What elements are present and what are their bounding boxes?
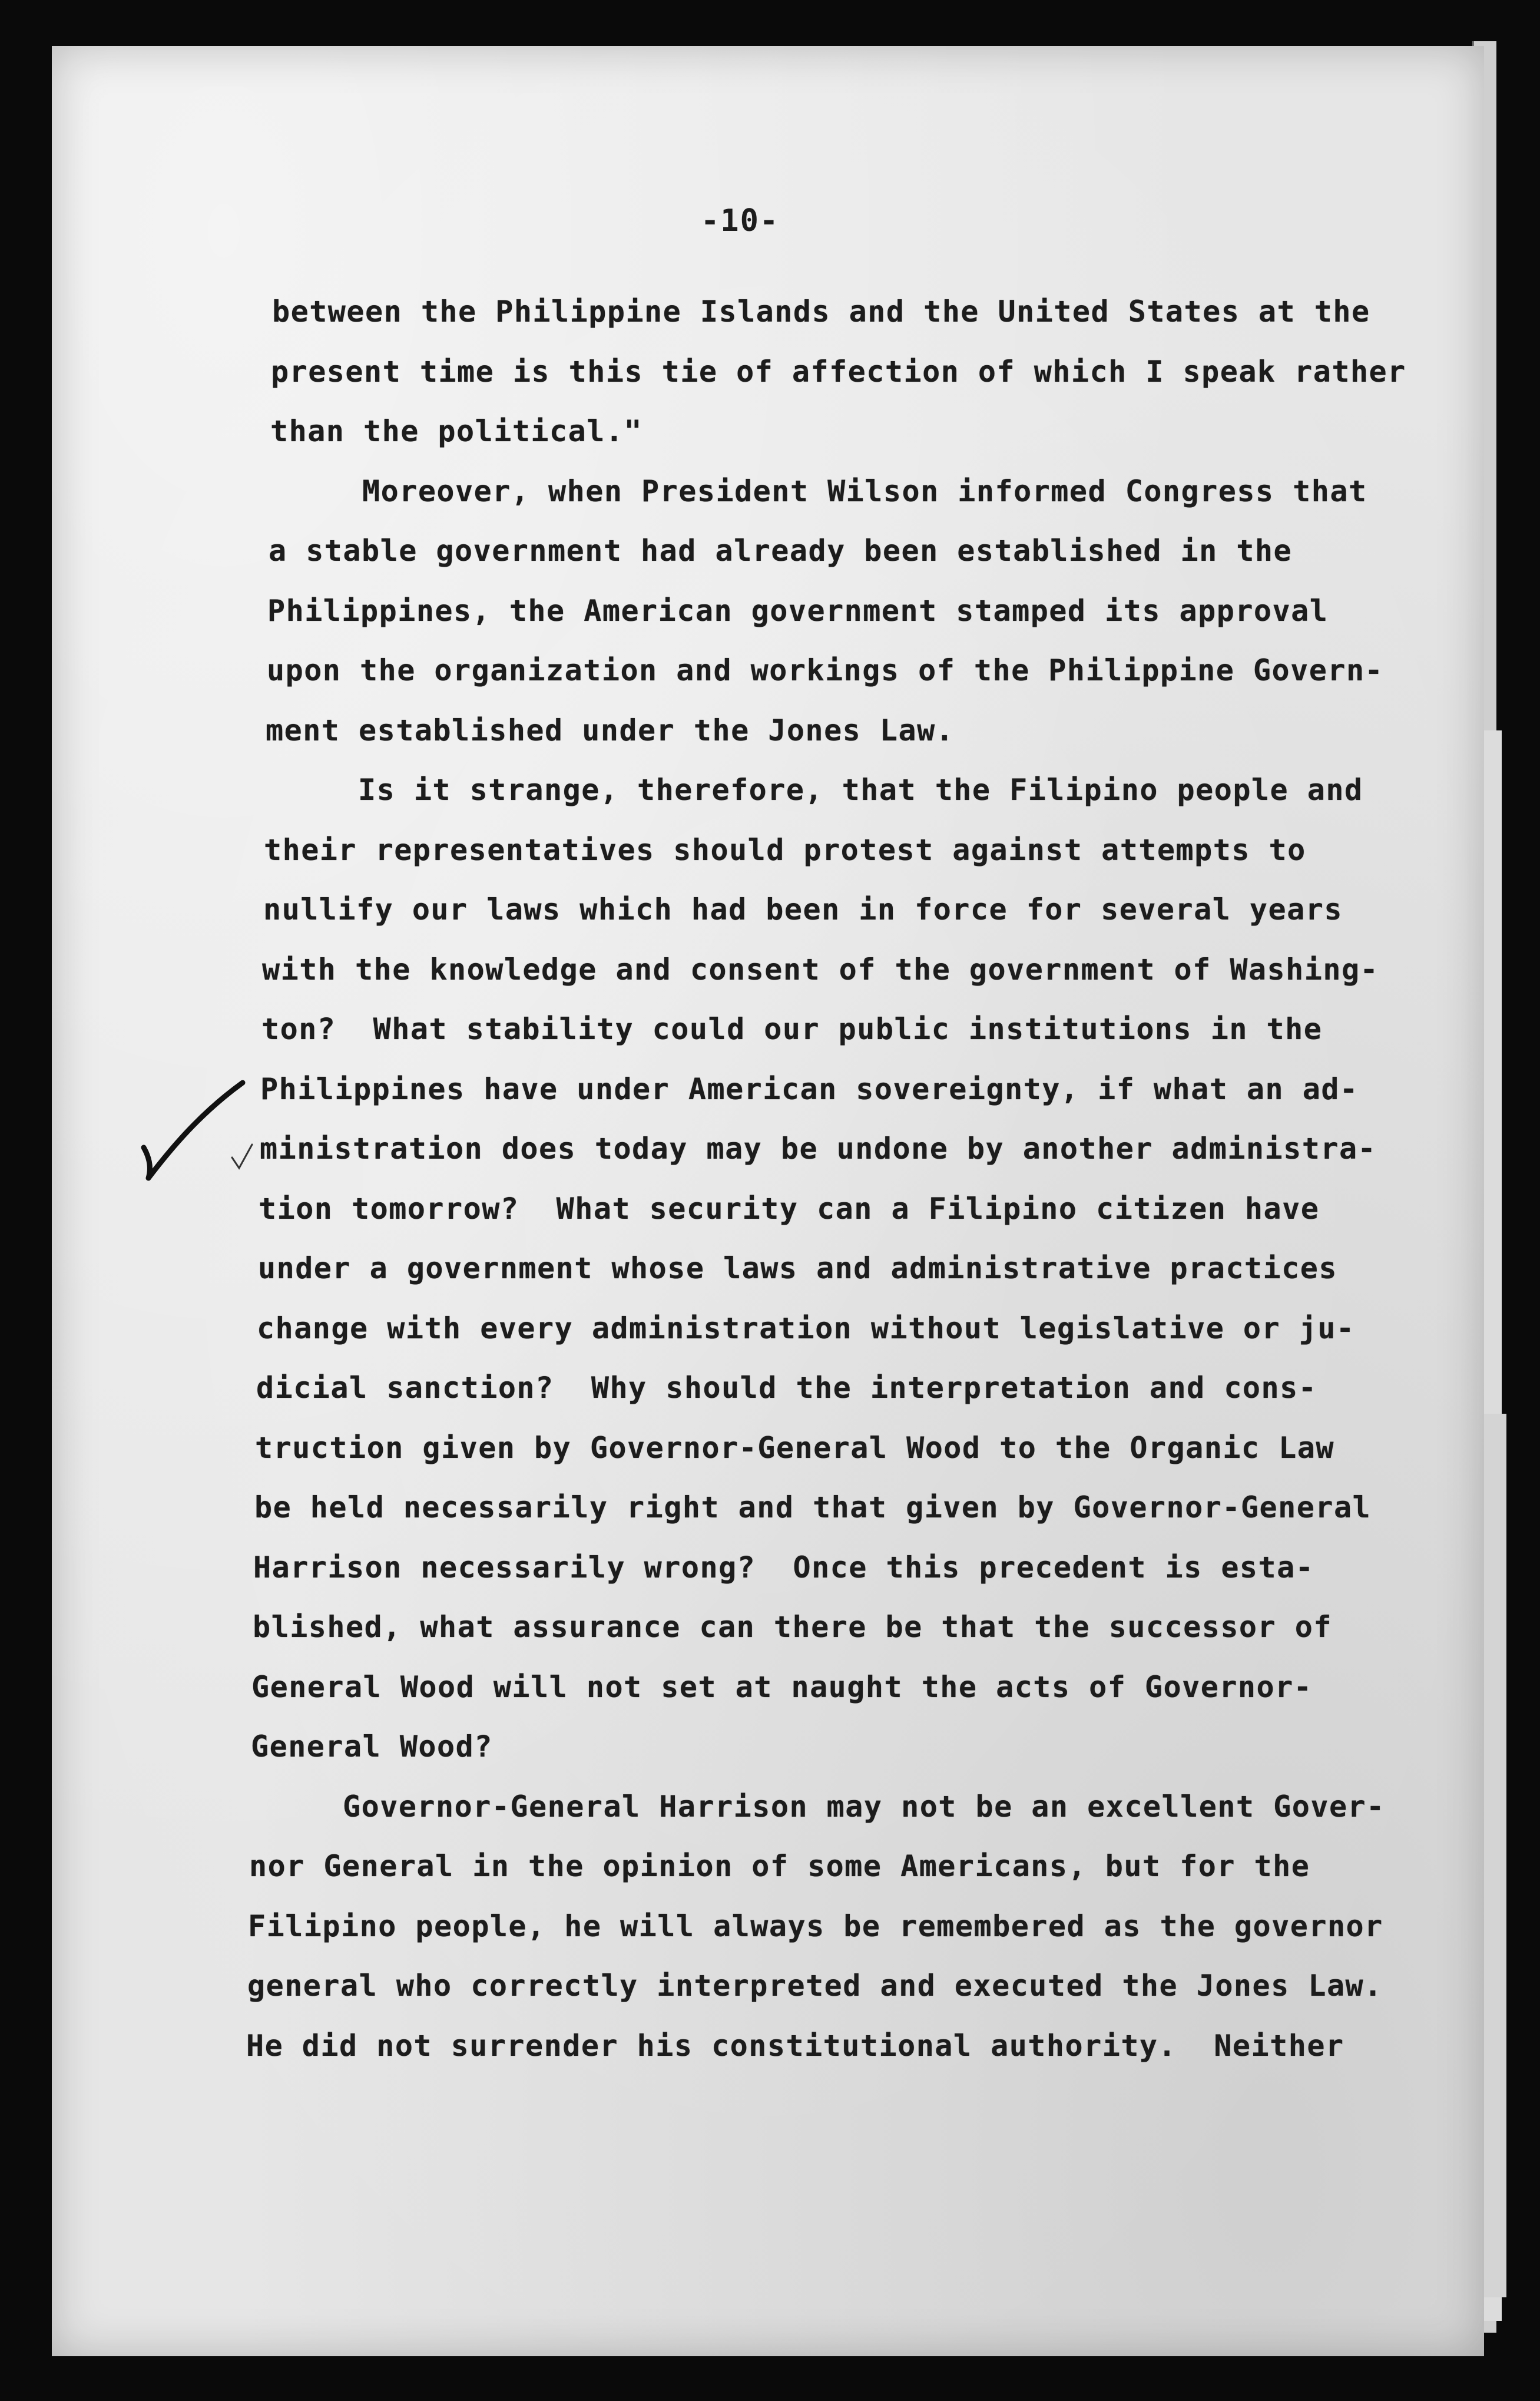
text-line: be held necessarily right and that given by Governor-General <box>254 1490 1372 1524</box>
text-line: ment established under the Jones Law. <box>266 713 955 748</box>
text-line: with the knowledge and consent of the government of Washing- <box>262 953 1379 987</box>
text-line: ministration does today may be undone by another administra- <box>260 1132 1377 1166</box>
small-tick-mark-icon <box>228 1140 264 1175</box>
text-line: dicial sanction? Why should the interpretation and cons- <box>256 1371 1317 1405</box>
text-line: a stable government had already been established in the <box>269 534 1293 568</box>
text-line: Governor-General Harrison may not be an excellent Gover- <box>250 1790 1385 1824</box>
text-line: ton? What stability could our public institutions in the <box>261 1012 1323 1046</box>
text-line: General Wood will not set at naught the acts of Governor- <box>251 1670 1313 1704</box>
text-line: nor General in the opinion of some Americans, but for the <box>249 1849 1310 1883</box>
text-line: Philippines have under American sovereignty, if what an ad- <box>260 1072 1359 1106</box>
text-line: Harrison necessarily wrong? Once this precedent is esta- <box>253 1550 1314 1585</box>
page-number: -10- <box>701 203 780 239</box>
text-line: upon the organization and workings of the Philippine Govern- <box>267 653 1384 687</box>
text-line: Filipino people, he will always be remembered as the governor <box>248 1909 1383 1943</box>
text-line: He did not surrender his constitutional authority. Neither <box>246 2029 1344 2063</box>
text-line: General Wood? <box>251 1729 493 1764</box>
underlying-sheet-edge <box>1481 1414 1506 2297</box>
text-line: Is it strange, therefore, that the Filipino people and <box>265 773 1363 807</box>
text-line: between the Philippine Islands and the United States at the <box>272 295 1370 329</box>
text-line: their representatives should protest against attempts to <box>264 833 1306 867</box>
text-line: nullify our laws which had been in force for several years <box>263 892 1343 927</box>
text-line: truction given by Governor-General Wood to the Organic Law <box>255 1431 1334 1465</box>
text-line: general who correctly interpreted and executed the Jones Law. <box>247 1969 1383 2003</box>
text-line: present time is this tie of affection of which I speak rather <box>271 355 1406 389</box>
text-line: Philippines, the American government stamped its approval <box>267 594 1329 628</box>
text-line: blished, what assurance can there be that the successor of <box>253 1610 1332 1644</box>
text-line: than the political." <box>270 414 643 448</box>
text-line: change with every administration without legislative or ju- <box>257 1311 1355 1345</box>
text-line: Moreover, when President Wilson informed Congress that <box>269 474 1367 508</box>
text-line: tion tomorrow? What security can a Filipino citizen have <box>259 1192 1320 1226</box>
text-line: under a government whose laws and administrative practices <box>258 1251 1337 1285</box>
